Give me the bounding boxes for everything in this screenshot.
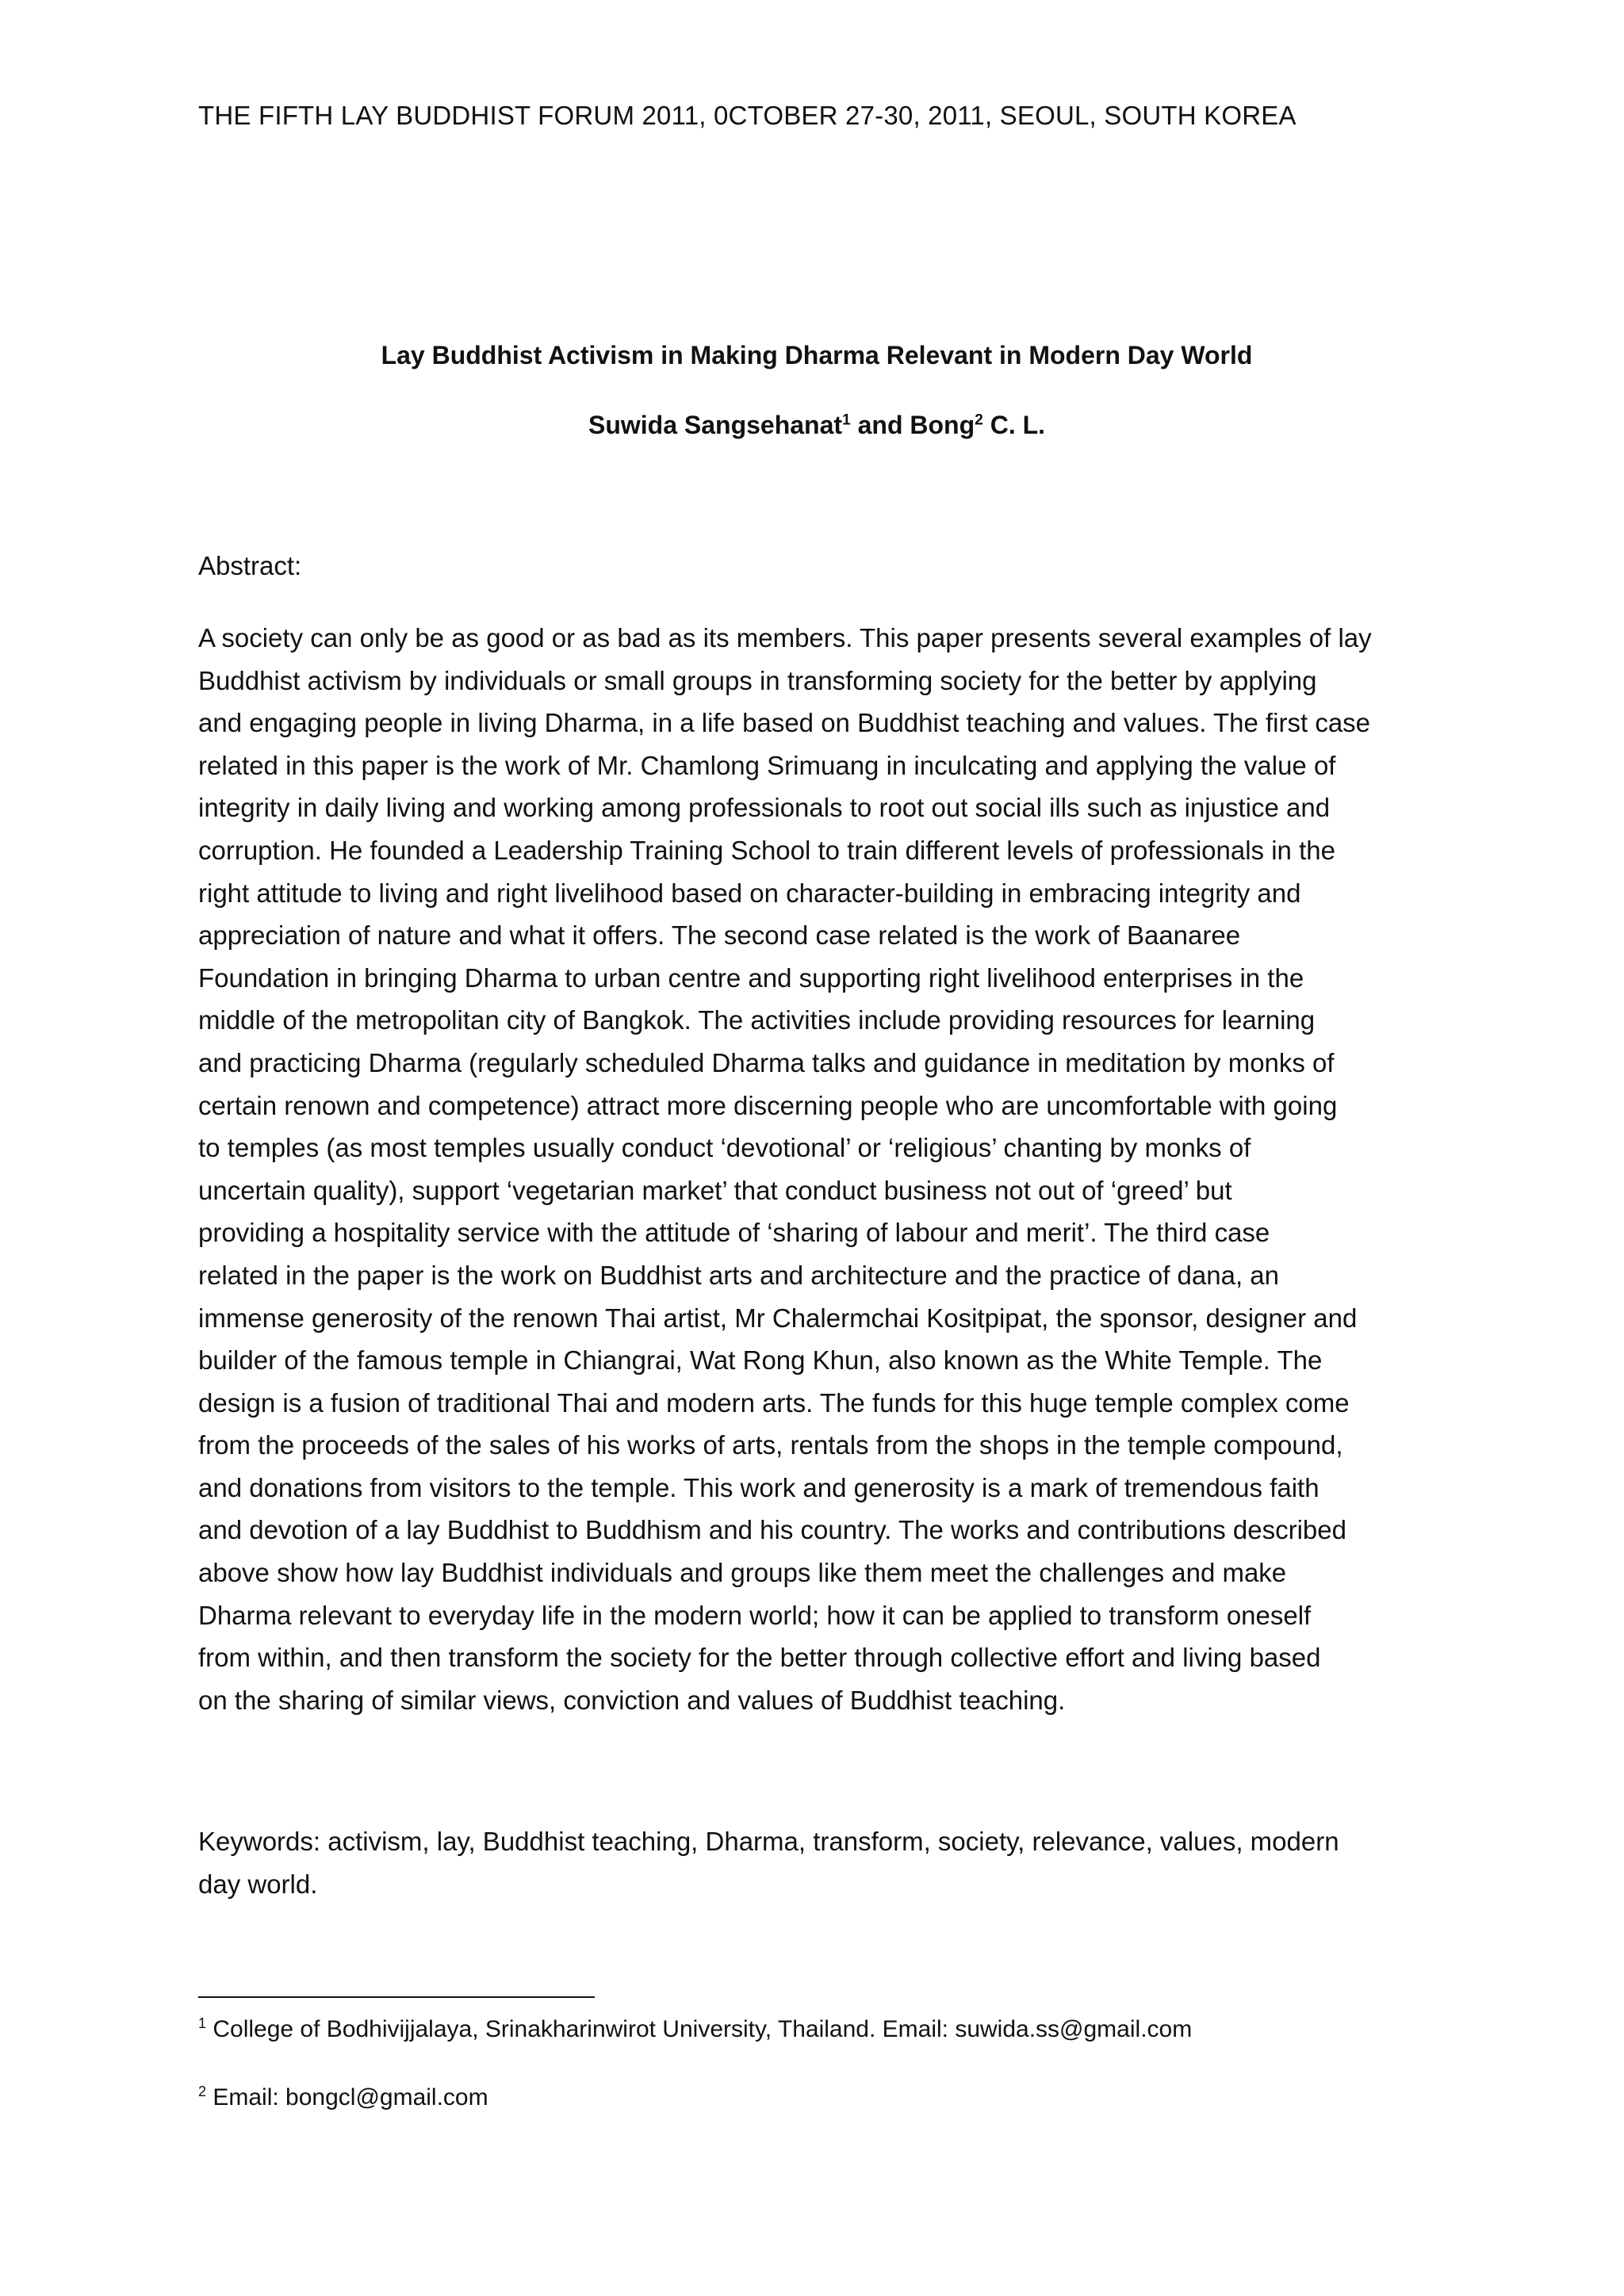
abstract-line: on the sharing of similar views, conviction and values of Buddhist teaching. (198, 1685, 1066, 1715)
abstract-line: middle of the metropolitan city of Bangkok. The activities include providing resources for learning (198, 1005, 1316, 1035)
abstract-line: from the proceeds of the sales of his works of arts, rentals from the shops in the temple compound, (198, 1430, 1343, 1460)
keywords-paragraph (198, 1820, 1435, 1905)
abstract-line: related in the paper is the work on Buddhist arts and architecture and the practice of dana, an (198, 1260, 1280, 1290)
abstract-heading: Abstract: (198, 551, 302, 580)
keywords-line: Keywords: activism, lay, Buddhist teaching, Dharma, transform, society, relevance, values, modern (198, 1827, 1339, 1856)
abstract-line: Buddhist activism by individuals or small groups in transforming society for the better by applying (198, 665, 1317, 695)
abstract-line: and donations from visitors to the temple. This work and generosity is a mark of tremendous faith (198, 1472, 1320, 1502)
abstract-body (198, 617, 1435, 1721)
paper-title: Lay Buddhist Activism in Making Dharma Relevant in Modern Day World (381, 341, 1253, 369)
abstract-line: builder of the famous temple in Chiangrai, Wat Rong Khun, also known as the White Temple. The (198, 1345, 1323, 1376)
abstract-line: corruption. He founded a Leadership Training School to train different levels of professionals in the (198, 835, 1335, 865)
footnote-2-text: Email: bongcl@gmail.com (206, 2084, 488, 2110)
footnote-2-mark: 2 (198, 2084, 207, 2099)
abstract-line: and practicing Dharma (regularly scheduled Dharma talks and guidance in meditation by monks of (198, 1047, 1335, 1077)
abstract-line: and engaging people in living Dharma, in a life based on Buddhist teaching and values. The first case (198, 708, 1371, 738)
footnote-2 (198, 2082, 1435, 2114)
abstract-line: and devotion of a lay Buddhist to Buddhism and his country. The works and contributions described (198, 1515, 1346, 1545)
abstract-line: certain renown and competence) attract more discerning people who are uncomfortable with going (198, 1090, 1338, 1120)
abstract-line: Foundation in bringing Dharma to urban centre and supporting right livelihood enterprises in the (198, 962, 1304, 993)
abstract-line: A society can only be as good or as bad as its members. This paper presents several examples of lay (198, 623, 1372, 652)
author-2-footnote-mark: 2 (975, 411, 983, 429)
abstract-line: design is a fusion of traditional Thai and modern arts. The funds for this huge temple complex come (198, 1387, 1350, 1418)
abstract-line: Dharma relevant to everyday life in the modern world; how it can be applied to transform oneself (198, 1600, 1312, 1630)
paper-authors (198, 408, 1435, 442)
author-1-footnote-mark: 1 (842, 411, 851, 429)
abstract-line: appreciation of nature and what it offers. The second case related is the work of Baanaree (198, 920, 1241, 951)
abstract-line: providing a hospitality service with the attitude of ‘sharing of labour and merit’. The third case (198, 1218, 1270, 1248)
abstract-line: uncertain quality), support ‘vegetarian market’ that conduct business not out of ‘greed’ but (198, 1175, 1232, 1205)
abstract-line: right attitude to living and right livelihood based on character-building in embracing integrity and (198, 878, 1301, 908)
abstract-line: to temples (as most temples usually conduct ‘devotional’ or ‘religious’ chanting by monks of (198, 1133, 1251, 1163)
abstract-line: integrity in daily living and working among professionals to root out social ills such as injustice and (198, 793, 1331, 823)
abstract-line: from within, and then transform the society for the better through collective effort and living based (198, 1643, 1321, 1673)
footnote-1-mark: 1 (198, 2015, 207, 2031)
author-2-suffix: C. L. (982, 411, 1046, 439)
abstract-line: related in this paper is the work of Mr. Chamlong Srimuang in inculcating and applying the value of (198, 750, 1336, 780)
footnote-separator (198, 1996, 595, 1998)
conference-header: THE FIFTH LAY BUDDHIST FORUM 2011, 0CTOBER 27-30, 2011, SEOUL, SOUTH KOREA (198, 101, 1297, 130)
footnote-1 (198, 2014, 1435, 2045)
abstract-line: above show how lay Buddhist individuals and groups like them meet the challenges and make (198, 1558, 1287, 1588)
author-conjunction: and Bong (850, 411, 975, 439)
author-1-name: Suwida Sangsehanat (588, 411, 843, 439)
keywords-line: day world. (198, 1869, 318, 1899)
footnote-1-text: College of Bodhivijjalaya, Srinakharinwirot University, Thailand. Email: suwida.ss@gmail.com (206, 2016, 1193, 2042)
abstract-line: immense generosity of the renown Thai artist, Mr Chalermchai Kositpipat, the sponsor, designer and (198, 1303, 1358, 1333)
